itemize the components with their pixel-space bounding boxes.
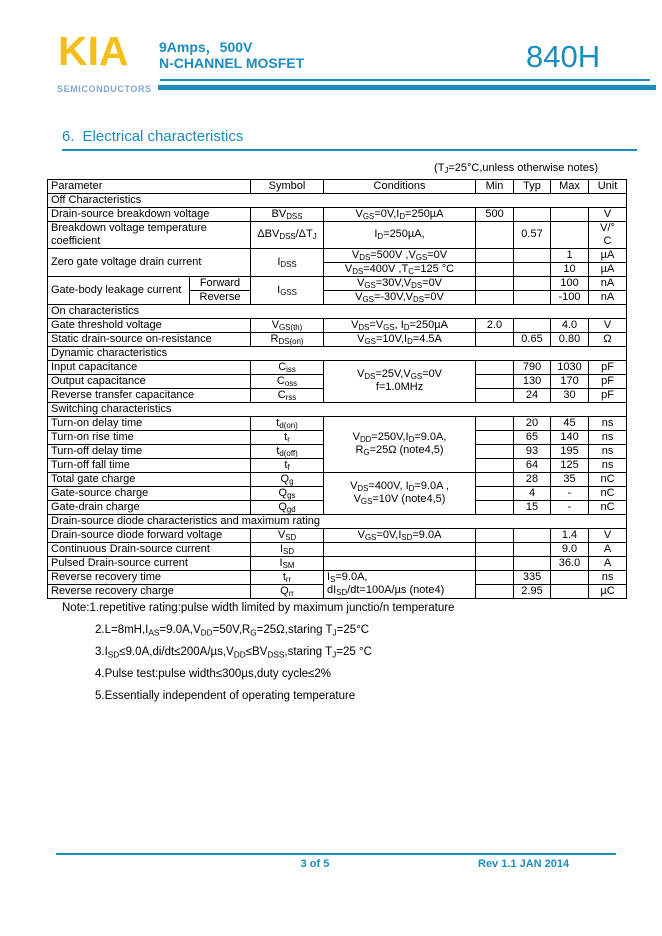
cell-typ <box>514 528 551 542</box>
cell-symbol: $V_{GS(th)}$ <box>251 318 324 332</box>
cell-typ <box>514 262 551 276</box>
note-line: $2.L=8mH,I_{AS}=9.0A,V_{DD}=50V,R_G=25\Omega,staring$ $T_J=25^\circ C$ <box>95 624 370 638</box>
table-row <box>48 556 627 570</box>
cell-min <box>476 584 514 598</box>
section-label-dynamic: Dynamic characteristics <box>48 346 627 360</box>
cell-symbol: $R_{DS(on)}$ <box>251 332 324 346</box>
cell-unit: ns <box>589 444 627 458</box>
product-type-line: N-CHANNEL MOSFET <box>159 55 305 71</box>
cell-min <box>476 374 514 388</box>
cell-max: - <box>551 486 589 500</box>
revision-label: Rev 1.1 JAN 2014 <box>478 858 570 870</box>
cell-unit: V <box>589 208 627 222</box>
cell-parameter: Drain-source breakdown voltage <box>48 208 251 222</box>
cell-max: 100 <box>551 276 589 290</box>
header-rule-thin <box>160 79 650 81</box>
cell-min <box>476 542 514 556</box>
cell-parameter: Continuous Drain-source current <box>48 542 251 556</box>
header-rule-thick <box>158 85 656 90</box>
footer-rule <box>56 853 616 855</box>
cell-symbol: $I_{SD}$ <box>251 542 324 556</box>
table-row <box>48 276 627 290</box>
cell-min <box>476 262 514 276</box>
cell-min <box>476 360 514 374</box>
cell-typ <box>514 318 551 332</box>
cell-parameter: Breakdown voltage temperature coefficient <box>48 222 251 249</box>
cell-unit: pF <box>589 388 627 402</box>
cell-symbol: $\Delta BV_{DSS}/\Delta T_J$ <box>251 222 324 249</box>
table-row <box>48 222 627 249</box>
cell-unit: V <box>589 318 627 332</box>
table-row <box>48 208 627 222</box>
table-row <box>48 360 627 374</box>
cell-unit: V <box>589 528 627 542</box>
cell-unit: A <box>589 556 627 570</box>
cell-parameter: Turn-off fall time <box>48 458 251 472</box>
cell-typ <box>514 290 551 304</box>
table-header-row <box>48 180 627 194</box>
cell-conditions <box>324 472 476 514</box>
cell-min <box>476 444 514 458</box>
section-row <box>48 514 627 528</box>
cell-unit: µA <box>589 262 627 276</box>
cell-typ: 20 <box>514 416 551 430</box>
section-label-switching: Switching characteristics <box>48 402 627 416</box>
condition-line: $V_{GS}=10V$ (note4,5) <box>353 493 446 507</box>
header-cell-unit: Unit <box>589 180 627 194</box>
header-cell-typ: Typ <box>514 180 551 194</box>
cell-conditions: $V_{GS}=30V,V_{DS}=0V$ <box>324 276 476 290</box>
cell-symbol: $V_{SD}$ <box>251 528 324 542</box>
table-row <box>48 528 627 542</box>
cell-unit: nC <box>589 472 627 486</box>
section-row <box>48 402 627 416</box>
cell-unit: nC <box>589 500 627 514</box>
cell-unit: µA <box>589 248 627 262</box>
cell-min: 2.0 <box>476 318 514 332</box>
cell-min <box>476 276 514 290</box>
cell-unit: Ω <box>589 332 627 346</box>
condition-line: f=1.0MHz <box>375 381 424 394</box>
cell-max: -100 <box>551 290 589 304</box>
cell-max: 9.0 <box>551 542 589 556</box>
condition-line: $V_{DD}=250V,I_D=9.0A$, <box>352 431 447 445</box>
cell-unit: A <box>589 542 627 556</box>
cell-unit: µC <box>589 584 627 598</box>
cell-subparam: Reverse <box>190 290 251 304</box>
cell-conditions: $V_{DS}=V_{GS}$, $I_D=250\mu A$ <box>324 318 476 332</box>
cell-min <box>476 222 514 249</box>
cell-parameter: Gate threshold voltage <box>48 318 251 332</box>
cell-symbol: $C_{oss}$ <box>251 374 324 388</box>
cell-parameter: Gate-body leakage current <box>48 276 190 304</box>
cell-min <box>476 458 514 472</box>
cell-conditions: $V_{GS}=10V,I_D=4.5A$ <box>324 332 476 346</box>
cell-symbol: $Q_{gd}$ <box>251 500 324 514</box>
cell-max <box>551 208 589 222</box>
cell-parameter: Gate-source charge <box>48 486 251 500</box>
cell-typ: 15 <box>514 500 551 514</box>
table-row <box>48 570 627 584</box>
section-row <box>48 304 627 318</box>
cell-unit: ns <box>589 430 627 444</box>
product-rating-line: 9Amps，500V <box>159 39 253 55</box>
section-label-diode: Drain-source diode characteristics and maximum rating <box>48 514 627 528</box>
cell-unit: nA <box>589 290 627 304</box>
cell-symbol: $Q_g$ <box>251 472 324 486</box>
cell-parameter: Zero gate voltage drain current <box>48 248 251 276</box>
cell-symbol: $t_f$ <box>251 458 324 472</box>
cell-typ: 335 <box>514 570 551 584</box>
condition-line: $dI_{SD}/dt=100A/\mu s$ (note4) <box>327 584 445 598</box>
table-row <box>48 332 627 346</box>
cell-min <box>476 528 514 542</box>
cell-symbol: $Q_{gs}$ <box>251 486 324 500</box>
cell-typ: 0.57 <box>514 222 551 249</box>
cell-symbol: $t_{d(off)}$ <box>251 444 324 458</box>
cell-max: 1.4 <box>551 528 589 542</box>
condition-line: $V_{DS}=400V$, $I_D=9.0A$ , <box>350 480 449 494</box>
cell-min <box>476 472 514 486</box>
cell-max: 30 <box>551 388 589 402</box>
condition-line: $V_{DS}=25V,V_{GS}=0V$ <box>356 368 443 382</box>
cell-unit: ns <box>589 416 627 430</box>
condition-note: ($T_J=25^\circ C,unless$ otherwise notes) <box>434 162 598 176</box>
cell-typ: 130 <box>514 374 551 388</box>
cell-typ: 4 <box>514 486 551 500</box>
table-row <box>48 472 627 486</box>
cell-conditions: $V_{DS}=400V$ $,T_C=125$ °C <box>324 262 476 276</box>
cell-symbol: $BV_{DSS}$ <box>251 208 324 222</box>
section-row <box>48 194 627 208</box>
header-cell-conditions: Conditions <box>324 180 476 194</box>
cell-parameter: Static drain-source on-resistance <box>48 332 251 346</box>
section-title-text: Electrical characteristics <box>82 128 244 145</box>
cell-symbol: $I_{SM}$ <box>251 556 324 570</box>
cell-symbol: $C_{iss}$ <box>251 360 324 374</box>
cell-typ: 24 <box>514 388 551 402</box>
electrical-characteristics-table <box>47 179 627 599</box>
cell-unit: nA <box>589 276 627 290</box>
cell-max: 10 <box>551 262 589 276</box>
cell-unit: pF <box>589 360 627 374</box>
note-line: Note:1.repetitive rating:pulse width limited by maximum junctio/n temperature <box>62 602 455 614</box>
section-row <box>48 346 627 360</box>
cell-unit <box>589 222 627 249</box>
cell-conditions <box>324 360 476 402</box>
section-number: 6. <box>62 128 75 145</box>
cell-conditions: $V_{DS}=500V$ $,V_{GS}=0V$ <box>324 248 476 262</box>
cell-max: 4.0 <box>551 318 589 332</box>
table-row <box>48 542 627 556</box>
cell-min <box>476 290 514 304</box>
cell-max <box>551 584 589 598</box>
cell-typ: 28 <box>514 472 551 486</box>
cell-min <box>476 500 514 514</box>
cell-conditions: $I_D=250\mu A$, <box>324 222 476 249</box>
cell-parameter: Reverse recovery time <box>48 570 251 584</box>
cell-typ: 790 <box>514 360 551 374</box>
cell-max: 36.0 <box>551 556 589 570</box>
table-row <box>48 416 627 430</box>
header-cell-parameter: Parameter <box>48 180 251 194</box>
section-label-on: On characteristics <box>48 304 627 318</box>
unit-line: C <box>603 234 612 247</box>
cell-max: 1 <box>551 248 589 262</box>
cell-max: 195 <box>551 444 589 458</box>
cell-max: 125 <box>551 458 589 472</box>
kia-logo: KIA <box>58 28 129 74</box>
cell-typ <box>514 556 551 570</box>
cell-symbol: $C_{rss}$ <box>251 388 324 402</box>
cell-min <box>476 388 514 402</box>
section-title <box>62 128 637 151</box>
cell-parameter: Drain-source diode forward voltage <box>48 528 251 542</box>
cell-symbol: $t_{rr}$ <box>251 570 324 584</box>
cell-typ: 93 <box>514 444 551 458</box>
cell-symbol: $t_r$ <box>251 430 324 444</box>
cell-conditions <box>324 542 476 556</box>
condition-line: $R_G=25\Omega$ (note4,5) <box>355 444 444 458</box>
note-line: 4.Pulse test:pulse width≤300µs,duty cycle≤2% <box>95 668 331 680</box>
unit-line: V/° <box>600 222 615 234</box>
cell-min <box>476 248 514 262</box>
cell-conditions: $V_{GS}=0V,I_{SD}=9.0A$ <box>324 528 476 542</box>
cell-unit: ns <box>589 570 627 584</box>
header-cell-symbol: Symbol <box>251 180 324 194</box>
cell-min <box>476 430 514 444</box>
cell-parameter: Pulsed Drain-source current <box>48 556 251 570</box>
cell-typ <box>514 276 551 290</box>
cell-min <box>476 332 514 346</box>
cell-max: 1030 <box>551 360 589 374</box>
cell-typ: 64 <box>514 458 551 472</box>
cell-max <box>551 570 589 584</box>
cell-unit: nC <box>589 486 627 500</box>
cell-min <box>476 570 514 584</box>
header-cell-min: Min <box>476 180 514 194</box>
cell-symbol: $I_{GSS}$ <box>251 276 324 304</box>
cell-subparam: Forward <box>190 276 251 290</box>
cell-typ <box>514 248 551 262</box>
note-line: $3.I_{SD}\le 9.0A,di/dt\le 200A/\mu s,V_{DD}\le BV_{DSS},staring$ $T_J=25$ °C <box>95 646 372 660</box>
cell-typ: 2.95 <box>514 584 551 598</box>
cell-conditions <box>324 556 476 570</box>
cell-conditions <box>324 570 476 598</box>
table-row <box>48 248 627 262</box>
cell-parameter: Input capacitance <box>48 360 251 374</box>
cell-parameter: Turn-on rise time <box>48 430 251 444</box>
cell-typ: 65 <box>514 430 551 444</box>
cell-symbol: $t_{d(on)}$ <box>251 416 324 430</box>
cell-symbol: $I_{DSS}$ <box>251 248 324 276</box>
cell-typ <box>514 542 551 556</box>
cell-max: 170 <box>551 374 589 388</box>
cell-max: 35 <box>551 472 589 486</box>
header-cell-max: Max <box>551 180 589 194</box>
cell-min <box>476 416 514 430</box>
note-line: 5.Essentially independent of operating temperature <box>95 690 356 702</box>
cell-parameter: Output capacitance <box>48 374 251 388</box>
cell-conditions <box>324 416 476 472</box>
cell-parameter: Reverse transfer capacitance <box>48 388 251 402</box>
cell-unit: pF <box>589 374 627 388</box>
notes-block <box>62 602 454 712</box>
cell-max: 45 <box>551 416 589 430</box>
semiconductors-label: SEMICONDUCTORS <box>57 84 152 94</box>
cell-max: 140 <box>551 430 589 444</box>
cell-typ <box>514 208 551 222</box>
cell-parameter: Reverse recovery charge <box>48 584 251 598</box>
cell-parameter: Turn-on delay time <box>48 416 251 430</box>
page-number: 3 of 5 <box>300 858 330 870</box>
cell-min: 500 <box>476 208 514 222</box>
cell-max: - <box>551 500 589 514</box>
cell-parameter: Turn-off delay time <box>48 444 251 458</box>
cell-min <box>476 556 514 570</box>
table-row <box>48 318 627 332</box>
cell-parameter: Gate-drain charge <box>48 500 251 514</box>
cell-conditions: $V_{GS}=0V,I_D=250\mu A$ <box>324 208 476 222</box>
cell-conditions: $V_{GS}=-30V,V_{DS}=0V$ <box>324 290 476 304</box>
cell-max <box>551 222 589 249</box>
condition-line: $I_S=9.0A$, <box>327 571 368 585</box>
cell-typ: 0.65 <box>514 332 551 346</box>
cell-min <box>476 486 514 500</box>
cell-max: 0.80 <box>551 332 589 346</box>
cell-symbol: $Q_{rr}$ <box>251 584 324 598</box>
part-number: 840H <box>526 39 601 74</box>
section-label-off: Off Characteristics <box>48 194 627 208</box>
cell-parameter: Total gate charge <box>48 472 251 486</box>
cell-unit: ns <box>589 458 627 472</box>
